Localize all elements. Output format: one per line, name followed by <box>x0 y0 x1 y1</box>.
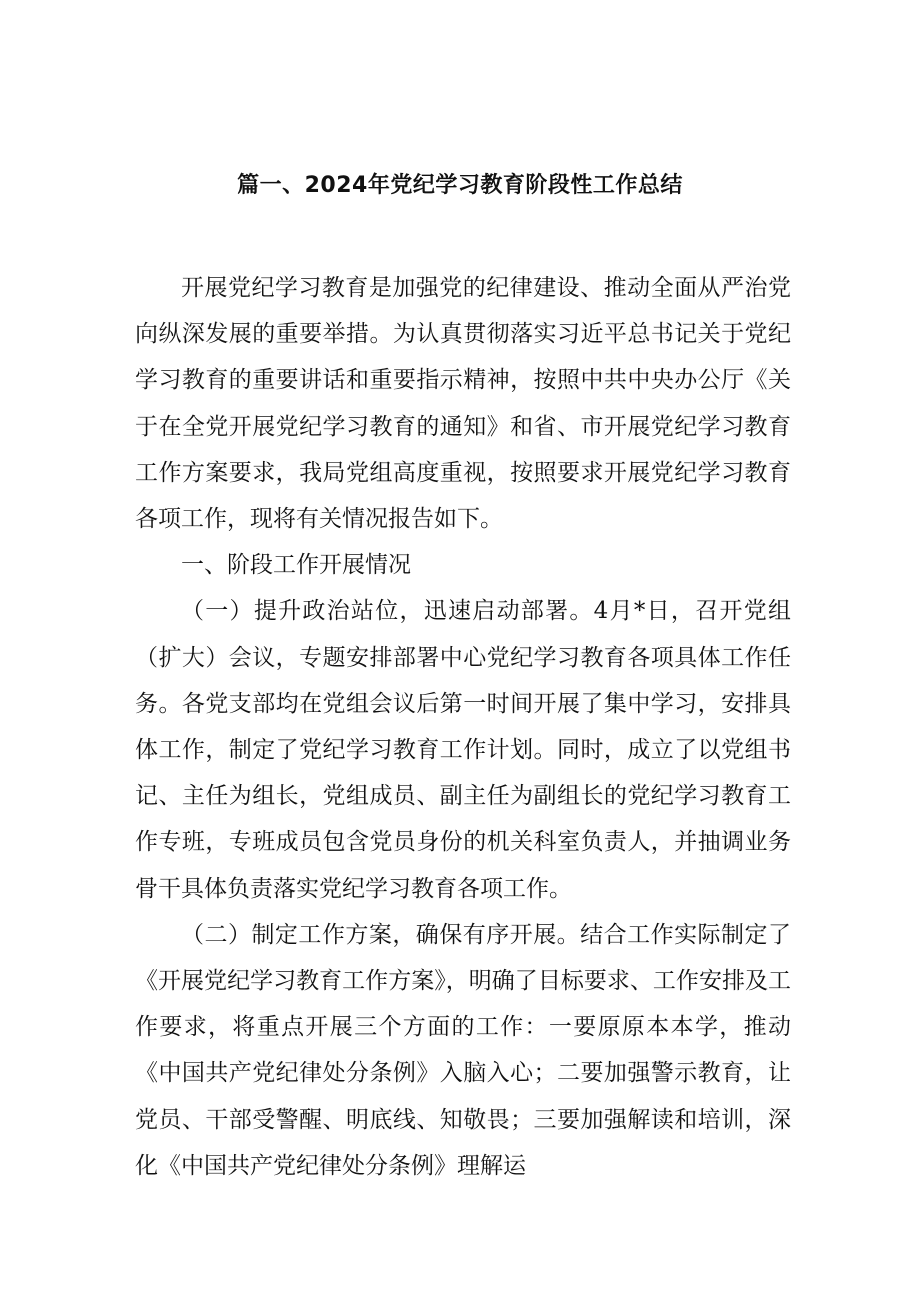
section-heading: 一、阶段工作开展情况 <box>181 552 411 579</box>
item-paragraph-2: （二）制定工作方案，确保有序开展。结合工作实际制定了《开展党纪学习教育工作方案》，明确了目标要求、工作安排及工作要求，将重点开展三个方面的工作：一要原原本本学，推动《中国共产党纪律处分条例》入脑入心；二要加强警示教育，让党员、干部受警醒、明底线、知敬畏；三要加强解读和培训，深化《中国共产党纪律处分条例》理解运 <box>135 921 791 1179</box>
intro-paragraph: 开展党纪学习教育是加强党的纪律建设、推动全面从严治党向纵深发展的重要举措。为认真贯彻落实习近平总书记关于党纪学习教育的重要讲话和重要指示精神，按照中共中央办公厅《关于在全党开展党纪学习教育的通知》和省、市开展党纪学习教育工作方案要求，我局党组高度重视，按照要求开展党纪学习教育各项工作，现将有关情况报告如下。 <box>135 275 791 533</box>
document-title: 篇一、2024年党纪学习教育阶段性工作总结 <box>237 173 683 198</box>
item-paragraph-1: （一）提升政治站位，迅速启动部署。4月*日，召开党组（扩大）会议，专题安排部署中心党纪学习教育各项具体工作任务。各党支部均在党组会议后第一时间开展了集中学习，安排具体工作，制定了党纪学习教育工作计划。同时，成立了以党组书记、主任为组长，党组成员、副主任为副组长的党纪学习教育工作专班，专班成员包含党员身份的机关科室负责人，并抽调业务骨干具体负责落实党纪学习教育各项工作。 <box>135 598 791 902</box>
document-body <box>135 265 791 1189</box>
